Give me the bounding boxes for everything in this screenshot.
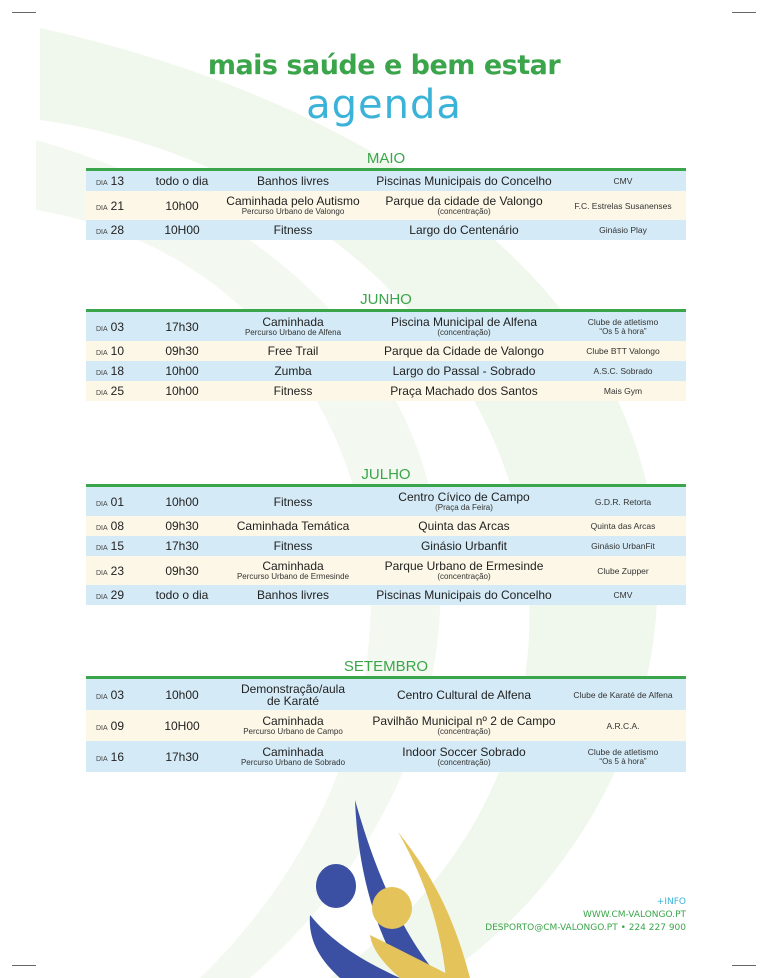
organizer-name: A.R.C.A.	[606, 720, 640, 731]
table-row	[86, 536, 686, 556]
activity-name: Caminhada pelo Autismo	[226, 194, 360, 208]
place-cell	[368, 520, 560, 532]
activity-name: Fitness	[273, 494, 313, 509]
organizer-cell	[560, 497, 686, 507]
activity-detail: Percurso Urbano de Campo	[243, 727, 343, 736]
activity-cell	[218, 589, 368, 601]
time-cell: 10h00	[165, 687, 199, 702]
day-number: 18	[110, 364, 125, 378]
time-cell: 10H00	[164, 718, 200, 733]
organizer-detail: “Os 5 à hora”	[599, 327, 647, 336]
table-row	[86, 516, 686, 536]
organizer-detail: “Os 5 à hora”	[599, 757, 647, 766]
activity-cell	[218, 540, 368, 552]
activity-name: Fitness	[273, 384, 313, 398]
place-name: Indoor Soccer Sobrado	[402, 745, 526, 759]
time-cell: todo o dia	[155, 174, 209, 188]
organizer-name: Mais Gym	[603, 386, 643, 396]
place-name: Centro Cívico de Campo	[398, 490, 530, 504]
day-prefix: DIA	[96, 569, 108, 577]
place-name: Piscinas Municipais do Concelho	[376, 588, 552, 602]
day-prefix: DIA	[96, 594, 108, 601]
day-number: 15	[110, 539, 125, 553]
place-cell	[368, 195, 560, 216]
activity-detail: Percurso Urbano de Sobrado	[240, 758, 346, 767]
place-cell	[368, 224, 560, 236]
activity-name: Caminhada Temática	[236, 519, 350, 533]
footer-website-link[interactable]: WWW.CM-VALONGO.PT	[582, 910, 686, 920]
activity-cell	[218, 715, 368, 736]
place-cell	[368, 589, 560, 601]
day-prefix: DIA	[96, 500, 108, 508]
activity-cell	[218, 224, 368, 236]
activity-name: Banhos livres	[256, 588, 330, 602]
day-cell	[86, 344, 146, 358]
place-cell	[368, 491, 560, 512]
day-cell	[86, 495, 146, 509]
page-title: mais saúde e bem estar	[207, 50, 561, 81]
time-cell: 10h00	[165, 384, 199, 398]
place-name: Parque da cidade de Valongo	[385, 194, 543, 208]
place-name: Quinta das Arcas	[418, 519, 510, 533]
time-cell: 09h30	[165, 519, 199, 533]
table-row	[86, 679, 686, 710]
place-detail: (Praça da Feira)	[435, 503, 493, 512]
place-detail: (concentração)	[437, 572, 491, 581]
activity-name: Fitness	[273, 223, 313, 237]
place-name: Parque da Cidade de Valongo	[384, 344, 544, 358]
table-row	[86, 741, 686, 772]
activity-detail: Percurso Urbano de Valongo	[241, 207, 345, 216]
logo-blue-head	[316, 864, 356, 908]
activity-name: Caminhada	[262, 714, 324, 728]
activity-cell	[218, 345, 368, 357]
activity-name: Banhos livres	[256, 174, 330, 188]
organizer-cell	[560, 317, 686, 336]
organizer-name: Clube de Karaté de Alfena	[573, 689, 673, 700]
table-row	[86, 312, 686, 341]
place-cell	[368, 175, 560, 187]
section-setembro	[86, 657, 686, 772]
organizer-name: Clube de atletismo	[587, 317, 659, 327]
activity-cell	[218, 496, 368, 508]
section-junho	[86, 290, 686, 401]
organizer-name: G.D.R. Retorta	[594, 496, 652, 507]
day-prefix: DIA	[96, 370, 108, 377]
section-title: JUNHO	[360, 291, 412, 308]
activity-cell	[218, 195, 368, 216]
place-detail: (concentração)	[437, 207, 491, 216]
day-cell	[86, 384, 146, 398]
day-number: 01	[110, 494, 125, 509]
organizer-cell	[560, 366, 686, 376]
organizer-name: Clube Zupper	[597, 565, 649, 576]
place-name: Largo do Centenário	[409, 223, 519, 237]
time-cell: 10h00	[165, 198, 199, 213]
day-number: 23	[110, 563, 125, 578]
time-cell: 17h30	[165, 319, 199, 334]
organizer-name: Ginásio UrbanFit	[591, 541, 655, 551]
day-number: 25	[110, 384, 125, 398]
organizer-name: Clube BTT Valongo	[586, 346, 660, 356]
activity-name: Fitness	[273, 539, 313, 553]
place-cell	[368, 746, 560, 767]
day-cell	[86, 688, 146, 702]
place-cell	[368, 689, 560, 701]
place-cell	[368, 365, 560, 377]
day-number: 29	[110, 588, 125, 602]
day-cell	[86, 750, 146, 764]
place-detail: (concentração)	[437, 328, 491, 337]
place-name: Largo do Passal - Sobrado	[392, 364, 536, 378]
place-name: Parque Urbano de Ermesinde	[384, 559, 544, 573]
activity-detail: de Karaté	[266, 693, 320, 708]
section-julho	[86, 465, 686, 605]
day-prefix: DIA	[96, 693, 108, 701]
activity-name: Free Trail	[267, 344, 319, 358]
table-row	[86, 341, 686, 361]
day-prefix: DIA	[96, 724, 108, 732]
day-cell	[86, 174, 146, 188]
table-row	[86, 220, 686, 240]
table-row	[86, 556, 686, 585]
organizer-name: A.S.C. Sobrado	[593, 366, 653, 376]
day-prefix: DIA	[96, 229, 108, 236]
organizer-name: Quinta das Arcas	[590, 521, 656, 531]
activity-detail: Percurso Urbano de Alfena	[244, 328, 342, 337]
section-title: MAIO	[366, 150, 406, 167]
organizer-name: Ginásio Play	[599, 225, 647, 235]
time-cell: 10H00	[164, 223, 200, 237]
activity-cell	[218, 365, 368, 377]
place-cell	[368, 715, 560, 736]
table-row	[86, 381, 686, 401]
place-name: Piscina Municipal de Alfena	[390, 315, 538, 329]
day-number: 03	[110, 687, 125, 702]
activity-cell	[218, 683, 368, 707]
time-cell: 09h30	[165, 344, 199, 358]
place-cell	[368, 560, 560, 581]
place-name: Centro Cultural de Alfena	[396, 687, 532, 702]
section-maio	[86, 149, 686, 240]
time-cell: 10h00	[165, 364, 199, 378]
footer-info-label: +INFO	[656, 897, 686, 907]
day-cell	[86, 364, 146, 378]
section-title: JULHO	[361, 466, 411, 483]
day-cell	[86, 588, 146, 602]
organizer-cell	[560, 747, 686, 766]
table-row	[86, 191, 686, 220]
table-row	[86, 487, 686, 516]
day-number: 10	[110, 344, 125, 358]
day-cell	[86, 719, 146, 733]
activity-cell	[218, 746, 368, 767]
place-name: Ginásio Urbanfit	[420, 539, 508, 553]
activity-cell	[218, 560, 368, 581]
activity-cell	[218, 316, 368, 337]
footer-email-phone[interactable]: DESPORTO@CM-VALONGO.PT • 224 227 900	[485, 923, 686, 933]
organizer-cell	[560, 521, 686, 531]
organizer-name: F.C. Estrelas Susanenses	[574, 200, 672, 211]
day-number: 09	[110, 718, 125, 733]
organizer-cell	[560, 386, 686, 396]
day-number: 16	[110, 749, 125, 764]
day-prefix: DIA	[96, 180, 108, 187]
organizer-name: CMV	[613, 176, 633, 186]
page-subtitle: agenda	[306, 82, 462, 128]
day-prefix: DIA	[96, 350, 108, 357]
day-number: 13	[110, 174, 125, 188]
organizer-name: CMV	[613, 590, 633, 600]
activity-name: Caminhada	[262, 315, 324, 329]
place-detail: (concentração)	[437, 727, 491, 736]
place-name: Pavilhão Municipal nº 2 de Campo	[372, 714, 556, 728]
place-cell	[368, 345, 560, 357]
day-cell	[86, 564, 146, 578]
time-cell: 17h30	[165, 749, 199, 764]
place-cell	[368, 540, 560, 552]
activity-detail: Percurso Urbano de Ermesinde	[236, 572, 350, 581]
day-number: 21	[110, 198, 125, 213]
table-row	[86, 585, 686, 605]
day-prefix: DIA	[96, 755, 108, 763]
activity-cell	[218, 520, 368, 532]
logo-yellow-head	[372, 887, 412, 929]
activity-name: Zumba	[274, 364, 312, 378]
activity-name: Caminhada	[262, 559, 324, 573]
activity-name: Demonstração/aula	[240, 681, 346, 696]
organizer-cell	[560, 346, 686, 356]
place-cell	[368, 316, 560, 337]
place-name: Piscinas Municipais do Concelho	[376, 174, 552, 188]
time-cell: 17h30	[165, 539, 199, 553]
time-cell: 10h00	[165, 494, 199, 509]
day-prefix: DIA	[96, 545, 108, 552]
day-number: 28	[110, 223, 125, 237]
day-prefix: DIA	[96, 525, 108, 532]
organizer-cell	[560, 566, 686, 576]
day-cell	[86, 320, 146, 334]
activity-cell	[218, 175, 368, 187]
table-row	[86, 710, 686, 741]
organizer-cell	[560, 176, 686, 186]
day-prefix: DIA	[96, 325, 108, 333]
organizer-name: Clube de atletismo	[587, 747, 659, 757]
organizer-cell	[560, 541, 686, 551]
time-cell: todo o dia	[155, 588, 209, 602]
time-cell: 09h30	[165, 563, 199, 578]
organizer-cell	[560, 721, 686, 731]
activity-cell	[218, 385, 368, 397]
day-cell	[86, 223, 146, 237]
place-name: Praça Machado dos Santos	[390, 384, 538, 398]
organizer-cell	[560, 225, 686, 235]
organizer-cell	[560, 201, 686, 211]
organizer-cell	[560, 690, 686, 700]
place-detail: (concentração)	[437, 758, 491, 767]
organizer-cell	[560, 590, 686, 600]
table-row	[86, 361, 686, 381]
day-prefix: DIA	[96, 390, 108, 397]
day-number: 03	[110, 319, 125, 334]
activity-name: Caminhada	[262, 745, 324, 759]
section-title: SETEMBRO	[343, 658, 429, 675]
day-prefix: DIA	[96, 204, 108, 212]
day-cell	[86, 519, 146, 533]
day-cell	[86, 539, 146, 553]
day-cell	[86, 199, 146, 213]
place-cell	[368, 385, 560, 397]
day-number: 08	[110, 519, 125, 533]
footer-contact-block	[485, 896, 686, 935]
table-row	[86, 171, 686, 191]
